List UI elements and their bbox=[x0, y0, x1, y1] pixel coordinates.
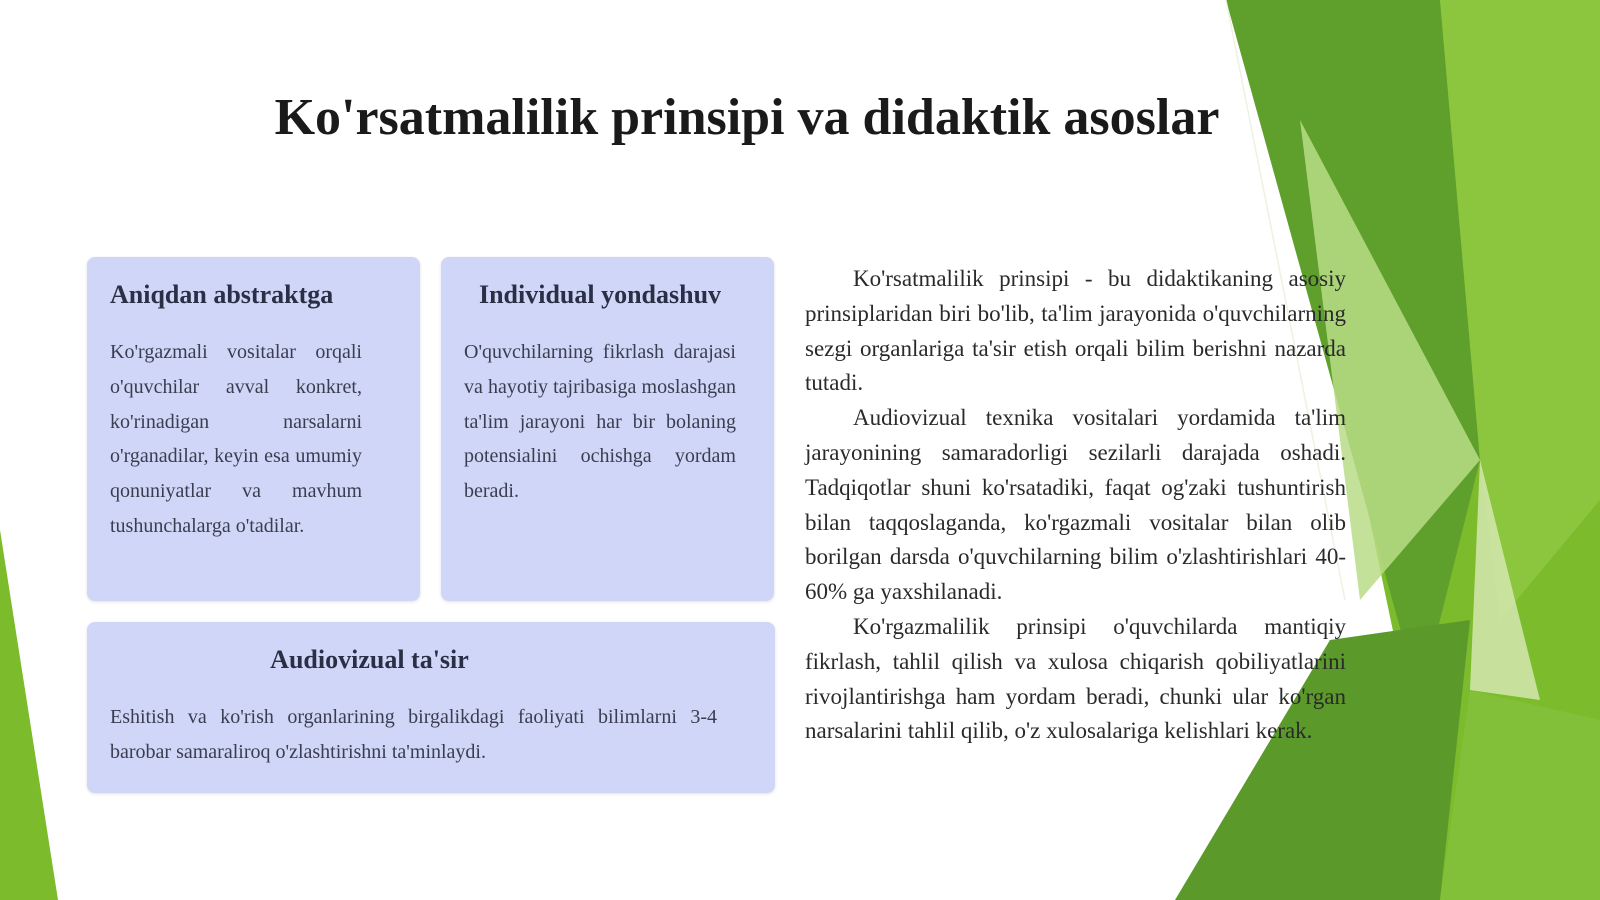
body-text-block bbox=[805, 262, 1346, 749]
card-text: O'quvchilarning fikrlash darajasi va hayotiy tajribasiga moslashgan ta'lim jarayoni har bir bolaning potensialini ochishga yordam beradi. bbox=[464, 341, 736, 503]
card-individual-approach bbox=[441, 257, 774, 601]
card-heading: Aniqdan abstraktga bbox=[110, 280, 334, 309]
slide-title: Ko'rsatmalilik prinsipi va didaktik asoslar bbox=[274, 89, 1220, 146]
card-text: Eshitish va ko'rish organlarining birgalikdagi faoliyati bilimlarni 3-4 barobar samaraliroq o'zlashtirishni ta'minlaydi. bbox=[110, 706, 717, 763]
card-heading: Individual yondashuv bbox=[478, 280, 722, 309]
card-text: Ko'rgazmali vositalar orqali o'quvchilar avval konkret, ko'rinadigan narsalarni o'rganadilar, keyin esa umumiy qonuniyatlar va mavhum tushunchalarga o'tadilar. bbox=[110, 341, 362, 537]
body-paragraph: Audiovizual texnika vositalari yordamida ta'lim jarayonining samaradorligi sezilarli darajada oshadi. Tadqiqotlar shuni ko'rsatadiki, faqat og'zaki tushuntirish bilan taqqoslaganda, ko'rgazmali vositalar bilan olib borilgan darsda o'quvchilarning bilim o'zlashtirishlari 40-60% ga yaxshilanadi. bbox=[805, 405, 1346, 605]
body-paragraph: Ko'rgazmalilik prinsipi o'quvchilarda mantiqiy fikrlash, tahlil qilish va xulosa chiqarish qobiliyatlarini rivojlantirishga ham yordam beradi, chunki ular ko'rgan narsalarini tahlil qilib, o'z xulosalariga kelishlari kerak. bbox=[805, 613, 1346, 744]
body-paragraph: Ko'rsatmalilik prinsipi - bu didaktikaning asosiy prinsiplaridan biri bo'lib, ta'lim jarayonida o'quvchilarning sezgi organlariga ta'sir etish orqali bilim berishni nazarda tutadi. bbox=[805, 266, 1346, 396]
card-concrete-to-abstract bbox=[87, 257, 420, 601]
card-heading: Audiovizual ta'sir bbox=[270, 645, 469, 674]
card-audiovisual-effect bbox=[87, 622, 775, 793]
